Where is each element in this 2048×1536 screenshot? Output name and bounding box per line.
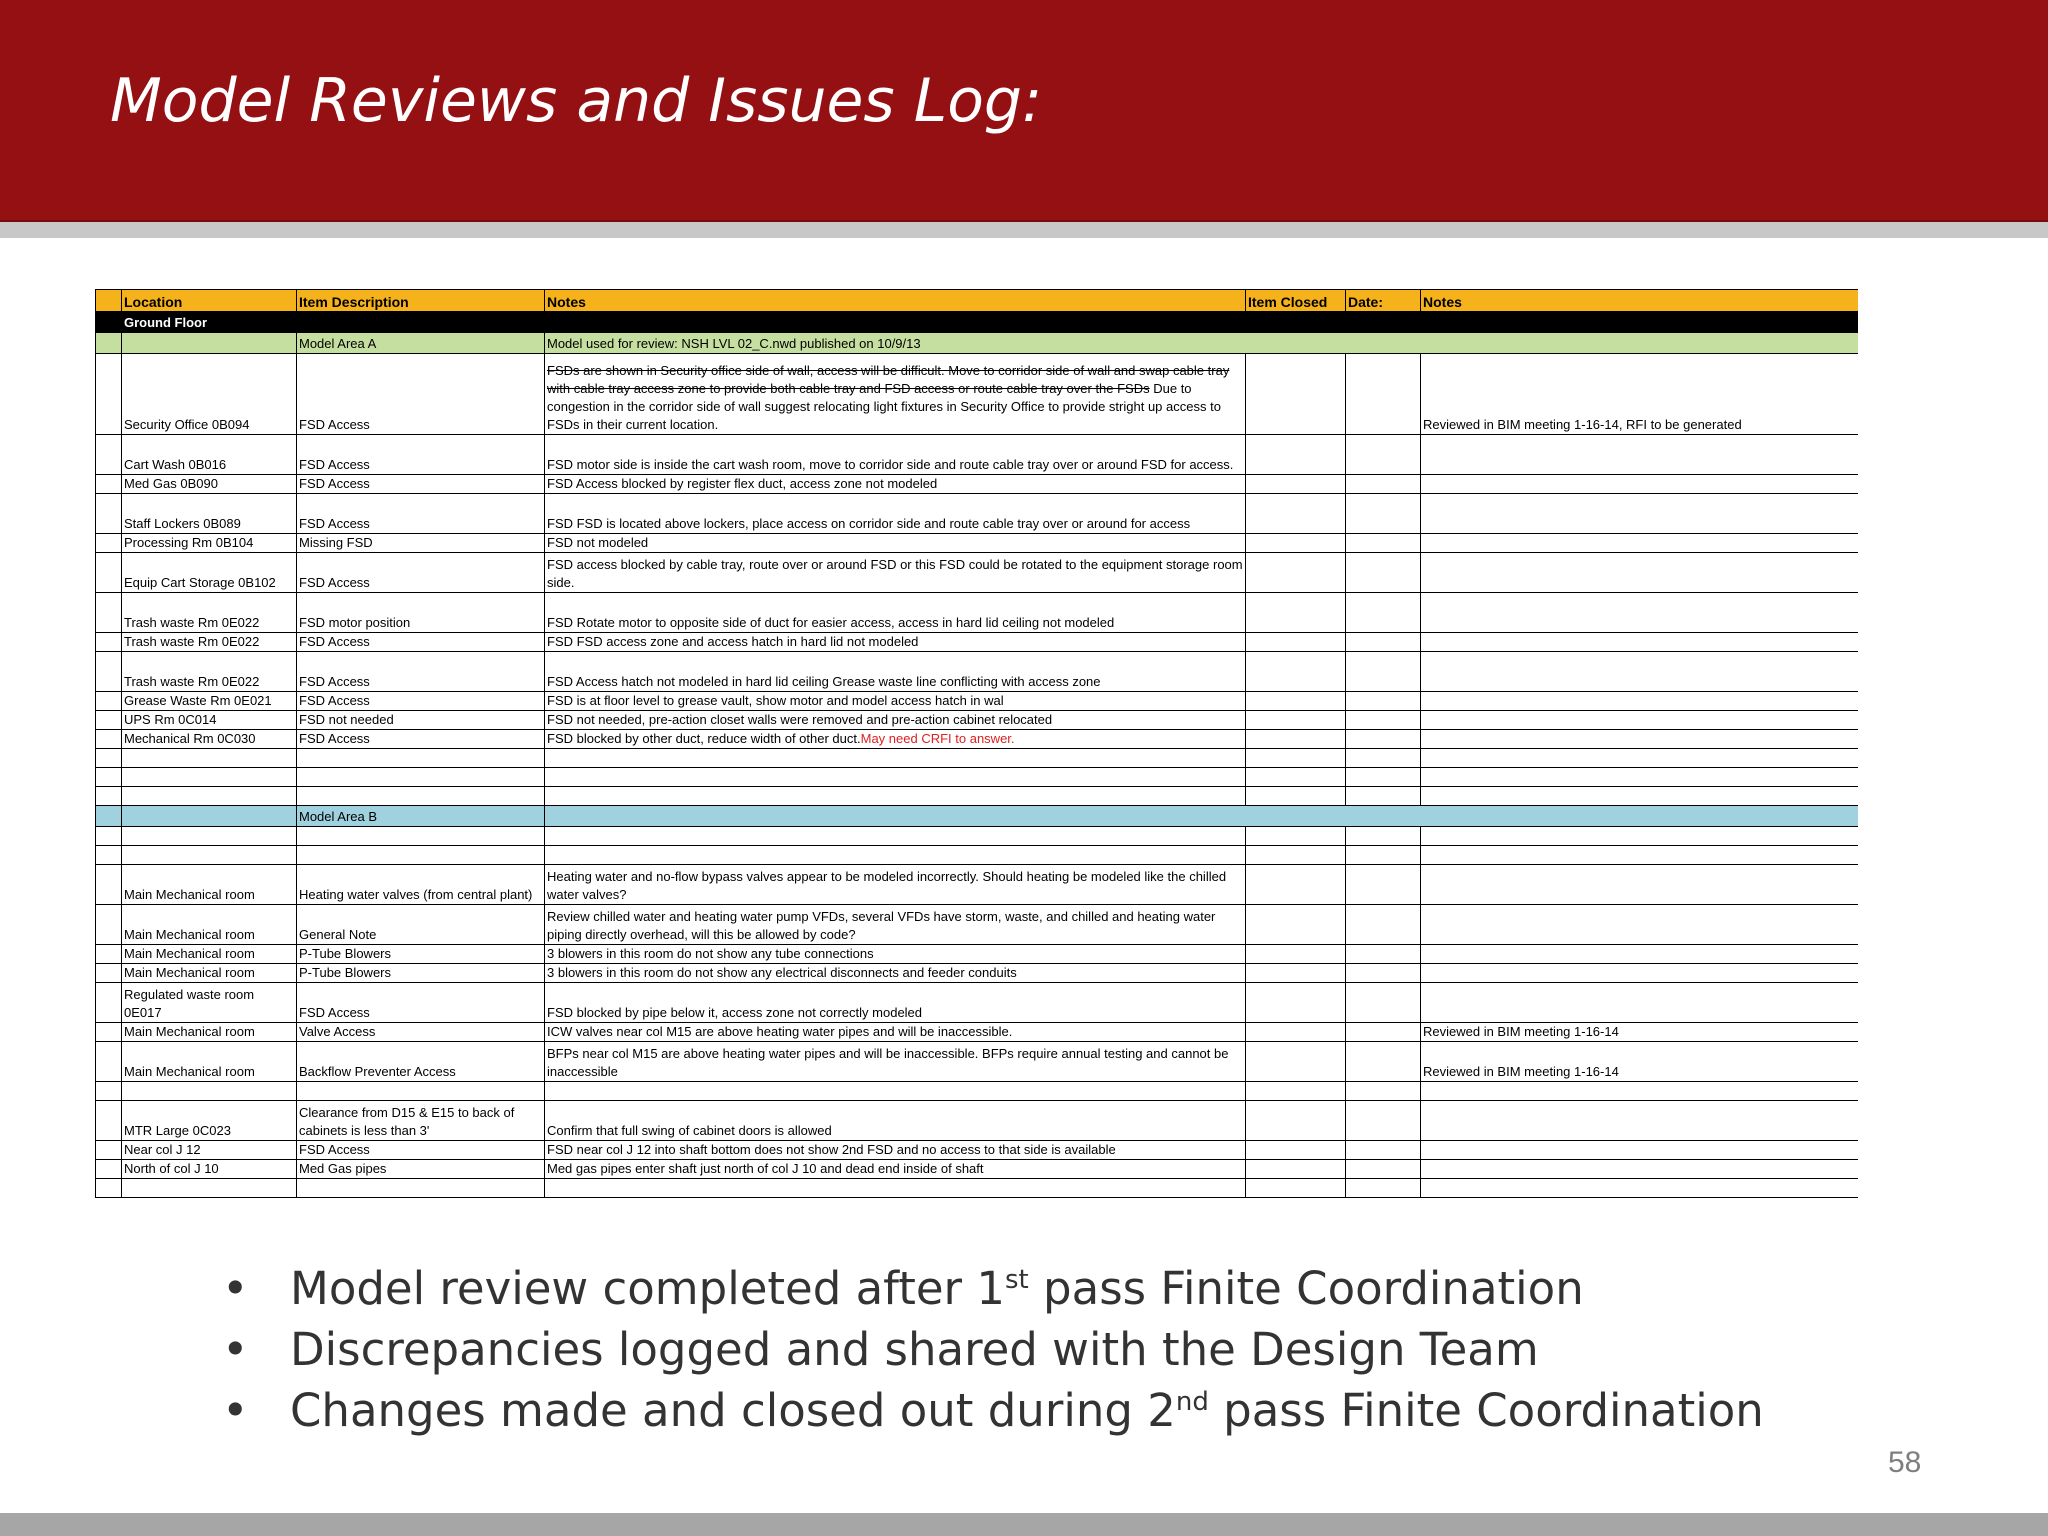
item-cell: FSD Access xyxy=(297,553,545,593)
item-cell: FSD Access xyxy=(297,633,545,652)
item-cell: FSD Access xyxy=(297,494,545,534)
notes-cell: FSD not modeled xyxy=(545,534,1246,553)
table-header-row xyxy=(96,290,1859,312)
notes-cell: 3 blowers in this room do not show any electrical disconnects and feeder conduits xyxy=(545,964,1246,983)
empty-row xyxy=(96,827,1859,846)
header-closed-notes: Notes xyxy=(1421,290,1859,312)
table-row xyxy=(96,1042,1859,1082)
item-cell: FSD Access xyxy=(297,692,545,711)
location-cell: Main Mechanical room xyxy=(122,1023,297,1042)
area-a-label: Model Area A xyxy=(297,333,545,354)
bullet-icon: • xyxy=(222,1384,249,1437)
empty-row xyxy=(96,787,1859,806)
location-cell: Main Mechanical room xyxy=(122,1042,297,1082)
area-a-note: Model used for review: NSH LVL 02_C.nwd published on 10/9/13 xyxy=(545,333,1859,354)
item-cell: Valve Access xyxy=(297,1023,545,1042)
table-row xyxy=(96,730,1859,749)
notes-cell xyxy=(545,354,1246,435)
header-notes: Notes xyxy=(545,290,1246,312)
floor-label: Ground Floor xyxy=(122,312,1859,333)
bullet-item xyxy=(222,1319,1822,1380)
issues-log-table-image xyxy=(95,289,1858,1229)
table-row xyxy=(96,475,1859,494)
bullet-list xyxy=(222,1258,1822,1441)
empty-row xyxy=(96,749,1859,768)
issues-log-table xyxy=(95,289,1858,1198)
area-b-label: Model Area B xyxy=(297,806,545,827)
notes-cell: FSD Access hatch not modeled in hard lid ceiling Grease waste line conflicting with access zone xyxy=(545,652,1246,692)
notes-cell: BFPs near col M15 are above heating water pipes and will be inaccessible. BFPs require annual testing and cannot be inaccessible xyxy=(545,1042,1246,1082)
location-cell: Grease Waste Rm 0E021 xyxy=(122,692,297,711)
slide-title: Model Reviews and Issues Log: xyxy=(110,66,1043,136)
notes-cell: FSD blocked by pipe below it, access zone not correctly modeled xyxy=(545,983,1246,1023)
table-row xyxy=(96,494,1859,534)
floor-row xyxy=(96,312,1859,333)
table-row xyxy=(96,692,1859,711)
banner-shadow xyxy=(0,222,2048,238)
location-cell: Staff Lockers 0B089 xyxy=(122,494,297,534)
table-row xyxy=(96,1101,1859,1141)
closed-notes-cell: Reviewed in BIM meeting 1-16-14 xyxy=(1421,1023,1859,1042)
area-b-row xyxy=(96,806,1859,827)
item-cell: FSD motor position xyxy=(297,593,545,633)
header-item-description: Item Description xyxy=(297,290,545,312)
table-row xyxy=(96,711,1859,730)
empty-row xyxy=(96,1082,1859,1101)
gutter-cell xyxy=(96,290,122,312)
item-cell: Missing FSD xyxy=(297,534,545,553)
location-cell: Main Mechanical room xyxy=(122,905,297,945)
notes-cell: Confirm that full swing of cabinet doors is allowed xyxy=(545,1101,1246,1141)
item-cell: FSD not needed xyxy=(297,711,545,730)
table-row xyxy=(96,865,1859,905)
bullet-text: Model review completed after 1 xyxy=(290,1262,1005,1315)
location-cell: Processing Rm 0B104 xyxy=(122,534,297,553)
empty-row xyxy=(96,846,1859,865)
note-text: FSD blocked by other duct, reduce width of other duct. xyxy=(547,731,861,746)
notes-cell: FSD access blocked by cable tray, route over or around FSD or this FSD could be rotated to the equipment storage room side. xyxy=(545,553,1246,593)
table-row xyxy=(96,905,1859,945)
table-row xyxy=(96,354,1859,435)
notes-cell: FSD near col J 12 into shaft bottom does not show 2nd FSD and no access to that side is available xyxy=(545,1141,1246,1160)
location-cell: Near col J 12 xyxy=(122,1141,297,1160)
table-row xyxy=(96,652,1859,692)
empty-row xyxy=(96,1179,1859,1198)
empty-row xyxy=(96,768,1859,787)
red-note: May need CRFI to answer. xyxy=(860,731,1015,746)
item-cell: Clearance from D15 & E15 to back of cabinets is less than 3' xyxy=(297,1101,545,1141)
header-location: Location xyxy=(122,290,297,312)
item-cell: General Note xyxy=(297,905,545,945)
table-row xyxy=(96,1160,1859,1179)
table-row xyxy=(96,633,1859,652)
notes-cell: FSD Access blocked by register flex duct, access zone not modeled xyxy=(545,475,1246,494)
location-cell: Med Gas 0B090 xyxy=(122,475,297,494)
bullet-icon: • xyxy=(222,1323,249,1376)
location-cell: Main Mechanical room xyxy=(122,964,297,983)
notes-cell: FSD FSD access zone and access hatch in hard lid not modeled xyxy=(545,633,1246,652)
header-item-closed: Item Closed xyxy=(1246,290,1346,312)
table-row xyxy=(96,945,1859,964)
bullet-item xyxy=(222,1380,1822,1441)
item-cell: FSD Access xyxy=(297,1141,545,1160)
struck-note: FSDs are shown in Security office side of wall, access will be difficult. Move to corridor side of wall and swap cable tray with cable tray access zone to provide both cable tray and FSD access or route cable tray over the FSDs xyxy=(547,363,1230,396)
item-cell: Heating water valves (from central plant) xyxy=(297,865,545,905)
notes-cell: FSD is at floor level to grease vault, show motor and model access hatch in wal xyxy=(545,692,1246,711)
location-cell: UPS Rm 0C014 xyxy=(122,711,297,730)
item-cell: FSD Access xyxy=(297,435,545,475)
item-cell: FSD Access xyxy=(297,983,545,1023)
bullet-text: Changes made and closed out during 2 xyxy=(290,1384,1176,1437)
table-row xyxy=(96,534,1859,553)
item-cell: FSD Access xyxy=(297,652,545,692)
location-cell: MTR Large 0C023 xyxy=(122,1101,297,1141)
notes-cell: FSD FSD is located above lockers, place access on corridor side and route cable tray over or around for access xyxy=(545,494,1246,534)
notes-cell: 3 blowers in this room do not show any tube connections xyxy=(545,945,1246,964)
notes-cell: FSD Rotate motor to opposite side of duct for easier access, access in hard lid ceiling not modeled xyxy=(545,593,1246,633)
notes-cell: Review chilled water and heating water pump VFDs, several VFDs have storm, waste, and chilled and heating water piping directly overhead, will this be allowed by code? xyxy=(545,905,1246,945)
bullet-item xyxy=(222,1258,1822,1319)
location-cell: Trash waste Rm 0E022 xyxy=(122,633,297,652)
bullet-superscript: st xyxy=(1005,1265,1029,1295)
item-cell: P-Tube Blowers xyxy=(297,964,545,983)
table-row xyxy=(96,435,1859,475)
footer-bar xyxy=(0,1513,2048,1536)
notes-cell: FSD motor side is inside the cart wash room, move to corridor side and route cable tray over or around FSD for access. xyxy=(545,435,1246,475)
item-cell: FSD Access xyxy=(297,475,545,494)
notes-cell: ICW valves near col M15 are above heating water pipes and will be inaccessible. xyxy=(545,1023,1246,1042)
table-row xyxy=(96,593,1859,633)
location-cell: Regulated waste room 0E017 xyxy=(122,983,297,1023)
table-row xyxy=(96,1023,1859,1042)
note-text: Due to congestion in the corridor side of wall suggest relocating light fixtures in Security Office to provide stright up access to FSDs in their current location. xyxy=(547,381,1221,432)
table-row xyxy=(96,1141,1859,1160)
closed-notes-cell: Reviewed in BIM meeting 1-16-14, RFI to be generated xyxy=(1421,354,1859,435)
bullet-text-end: pass Finite Coordination xyxy=(1208,1384,1764,1437)
notes-cell: FSD not needed, pre-action closet walls were removed and pre-action cabinet relocated xyxy=(545,711,1246,730)
location-cell: North of col J 10 xyxy=(122,1160,297,1179)
location-cell: Mechanical Rm 0C030 xyxy=(122,730,297,749)
bullet-text: Discrepancies logged and shared with the Design Team xyxy=(290,1323,1539,1376)
bullet-text-end: pass Finite Coordination xyxy=(1028,1262,1584,1315)
closed-notes-cell: Reviewed in BIM meeting 1-16-14 xyxy=(1421,1042,1859,1082)
bullet-icon: • xyxy=(222,1262,249,1315)
table-row xyxy=(96,983,1859,1023)
notes-cell xyxy=(545,730,1246,749)
page-number: 58 xyxy=(1888,1446,1922,1479)
location-cell: Trash waste Rm 0E022 xyxy=(122,652,297,692)
bullet-superscript: nd xyxy=(1175,1387,1209,1417)
table-row xyxy=(96,964,1859,983)
location-cell: Cart Wash 0B016 xyxy=(122,435,297,475)
item-cell: P-Tube Blowers xyxy=(297,945,545,964)
area-a-row xyxy=(96,333,1859,354)
notes-cell: Med gas pipes enter shaft just north of col J 10 and dead end inside of shaft xyxy=(545,1160,1246,1179)
location-cell: Equip Cart Storage 0B102 xyxy=(122,553,297,593)
location-cell: Main Mechanical room xyxy=(122,945,297,964)
header-date: Date: xyxy=(1346,290,1421,312)
location-cell: Security Office 0B094 xyxy=(122,354,297,435)
item-cell: FSD Access xyxy=(297,730,545,749)
location-cell: Trash waste Rm 0E022 xyxy=(122,593,297,633)
item-cell: Med Gas pipes xyxy=(297,1160,545,1179)
item-cell: FSD Access xyxy=(297,354,545,435)
notes-cell: Heating water and no-flow bypass valves appear to be modeled incorrectly. Should heating be modeled like the chilled water valves? xyxy=(545,865,1246,905)
location-cell: Main Mechanical room xyxy=(122,865,297,905)
table-row xyxy=(96,553,1859,593)
item-cell: Backflow Preventer Access xyxy=(297,1042,545,1082)
